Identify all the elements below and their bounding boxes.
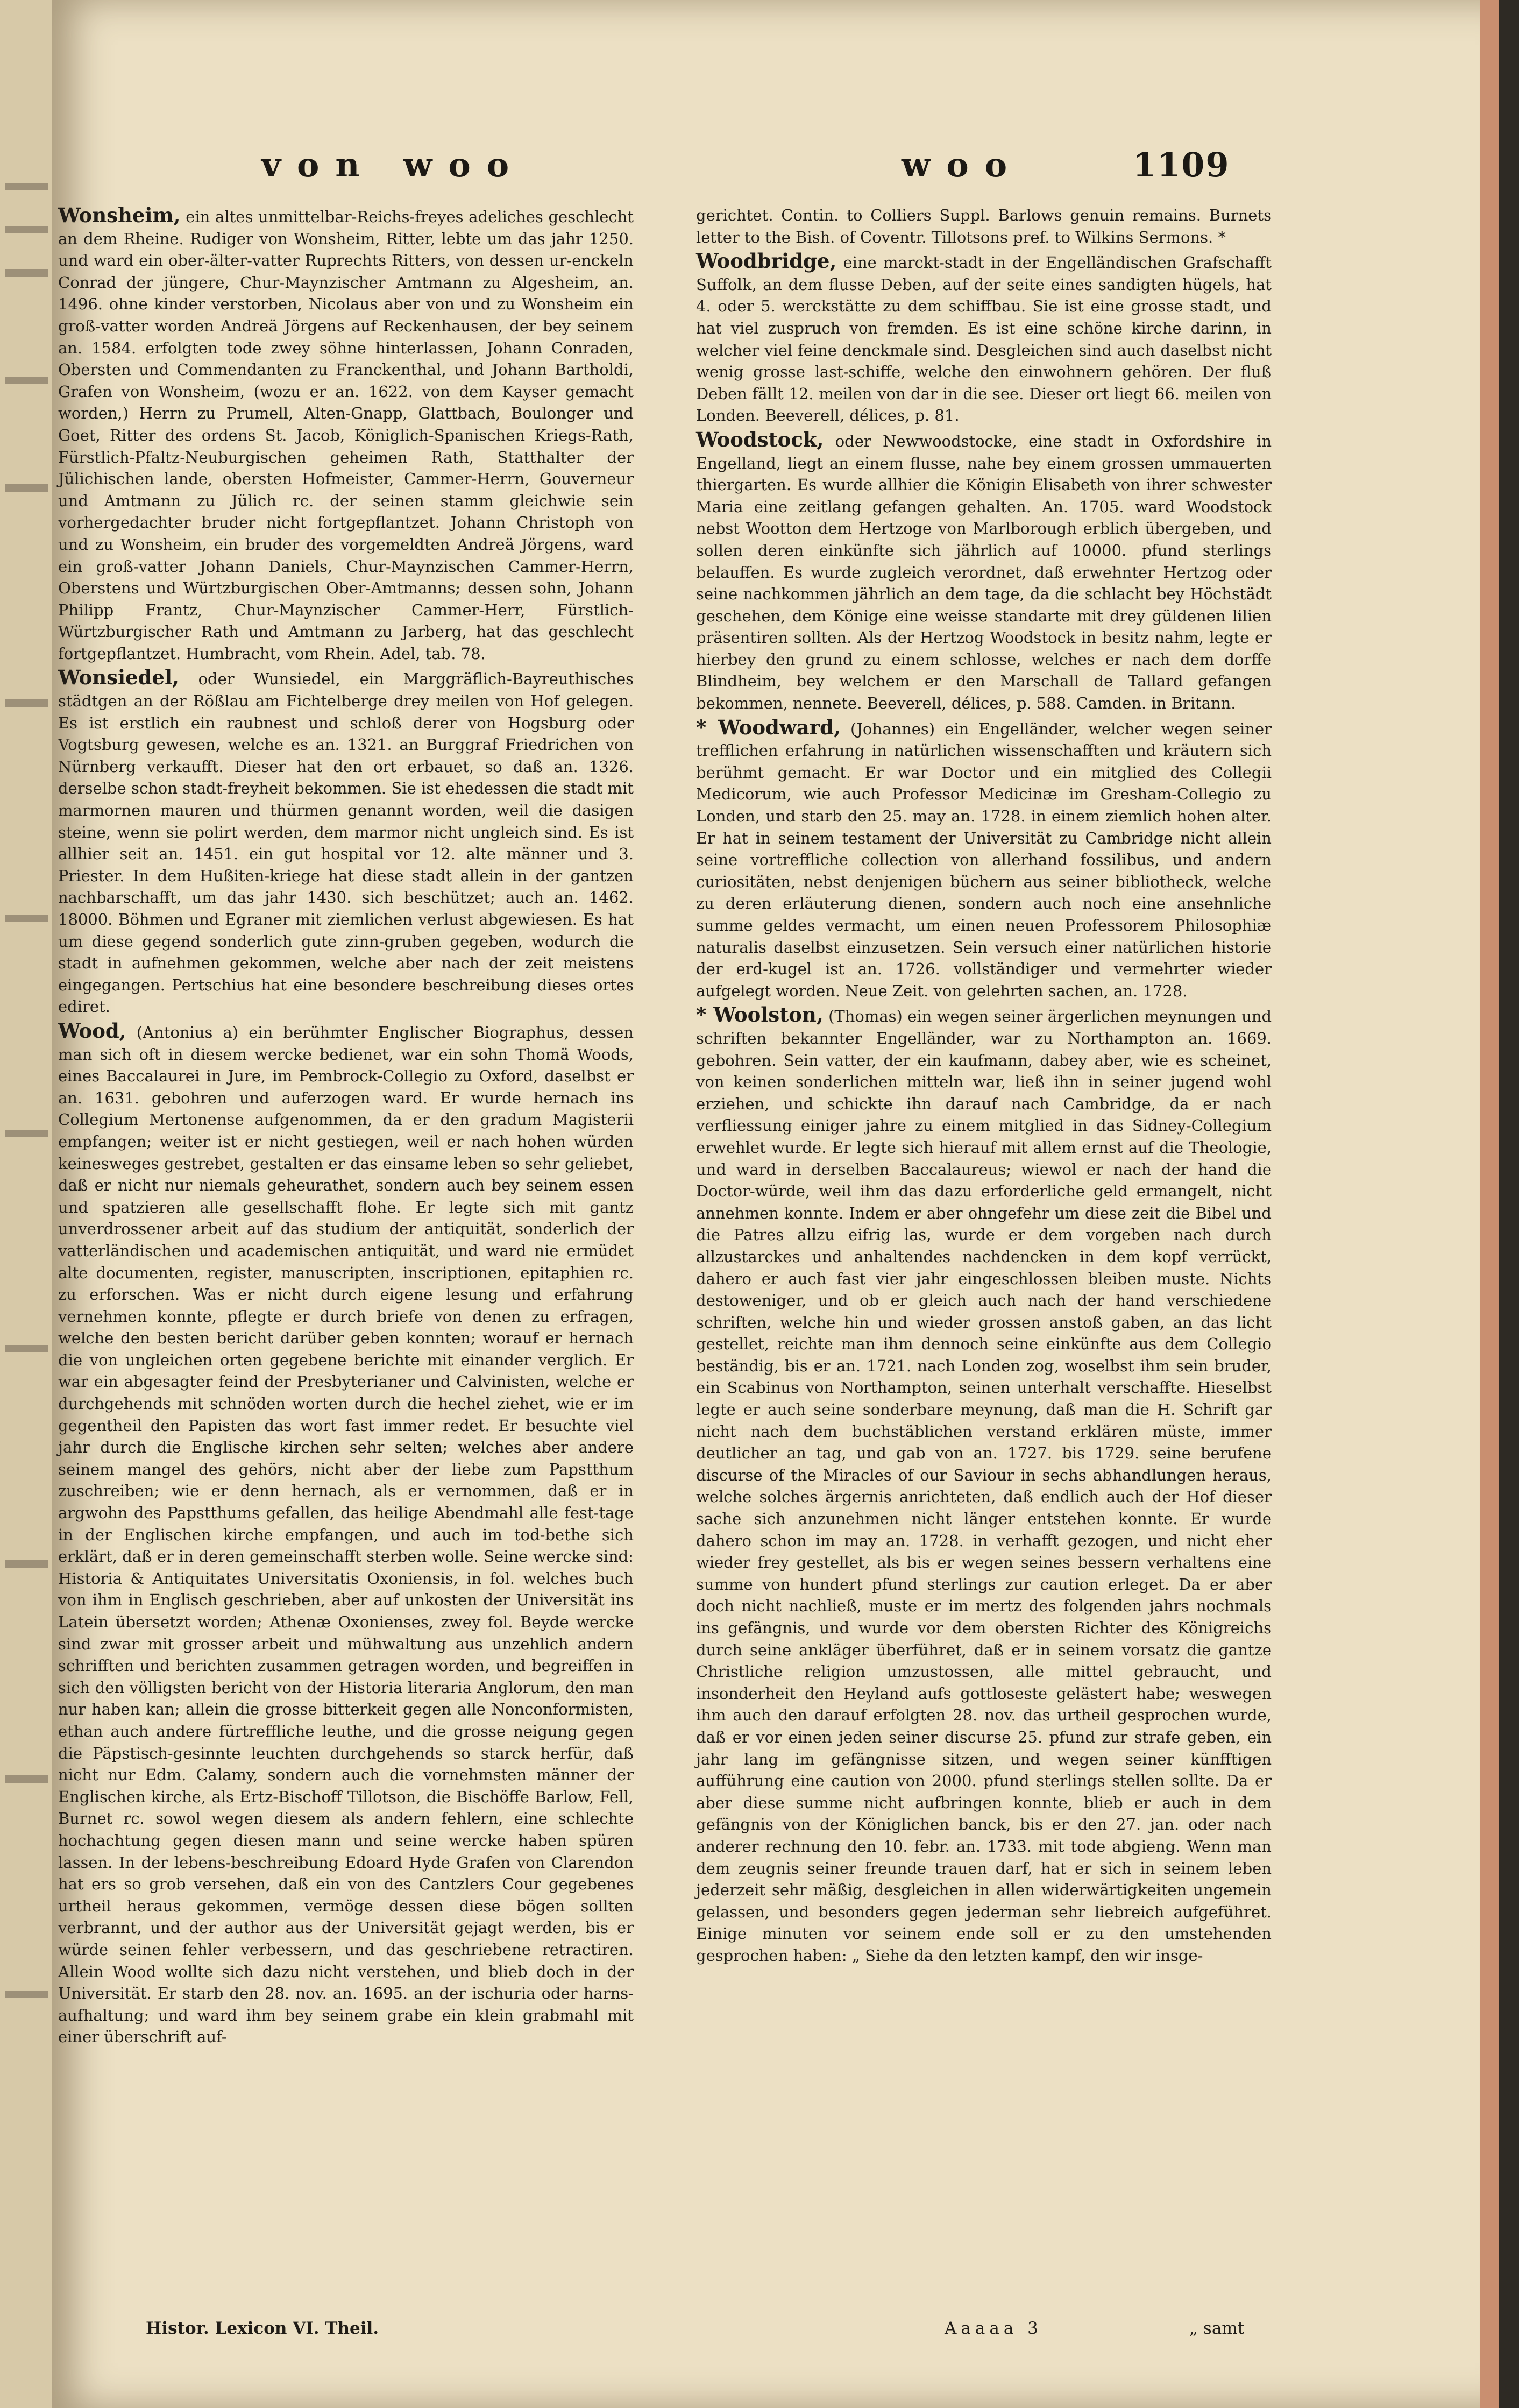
entry-lemma: Wonsheim, <box>58 203 181 227</box>
entry-woodward <box>696 717 1272 1002</box>
entry-text: (Thomas) ein wegen seiner ärgerlichen meynungen und schriften bekannter Engelländer, war zu Northampton an. 1669. gebohren. Sein vatter, der ein kaufmann, dabey aber, wie es scheinet, von keinen sonderlichen mitteln war, ließ ihn in seiner jugend wohl erziehen, und schickte ihn darauf nach Cambridge, da er nach verfliessung einiger jahre zu einem mitglied in das Sidney-Collegium erwehlet wurde. Er legte sich hierauf mit allem ernst auf die Theologie, und ward in derselben Baccalaureus; wiewol er nach der hand die Doctor-würde, weil ihm das dazu erforderliche geld ermangelt, nicht annehmen konnte. Indem er aber ohngefehr um diese zeit die Bibel und die Patres allzu eifrig las, wurde er dem vorgeben nach durch allzustarckes und anhaltendes nachdencken in dem kopf verrückt, dahero er auch fast vier jahr eingeschlossen bleiben muste. Nichts destoweniger, und ob er gleich auch nach der hand verschiedene schriften, welche hin und wieder grossen anstoß gaben, an das licht gestellet, reichte man ihm dennoch seine einkünfte aus dem Collegio beständig, bis er an. 1721. nach Londen zog, woselbst ihm sein bruder, ein Scabinus von Northampton, seinen unterhalt verschaffte. Hieselbst legte er auch seine sonderbare meynung, daß man die H. Schrift gar nicht nach dem buchstäblichen verstand erklären müste, immer deutlicher an tag, und gab von an. 1727. bis 1729. seine berufene discurse of the Miracles of our Saviour in sechs abhandlungen heraus, welche solches ärgernis anrichteten, daß endlich auch der Hof dieser sache sich anzunehmen nicht länger entstehen konnte. Er wurde dahero schon im may an. 1728. in verhafft gezogen, und nicht eher wieder frey gestellet, als bis er wegen seines bessern verhaltens eine summe von hundert pfund sterlings zur caution erleget. Da er aber doch nicht nachließ, muste er im mertz des folgenden jahrs nochmals ins gefängnis, und wurde vor dem obersten Richter des Königreichs durch seine ankläger überführet, daß er in seinem vorsatz die gantze Christliche religion umzustossen, alle mittel gebraucht, und insonderheit den Heyland aufs gottloseste gelästert habe; weswegen ihm auch den darauf erfolgten 28. nov. das urtheil gesprochen wurde, daß er vor einen jeden seiner discurse 25. pfund zur strafe geben, ein jahr lang im gefängnisse sitzen, und wegen seiner künfftigen aufführung eine caution von 2000. pfund sterlings stellen sollte. Da er aber diese summe nicht aufbringen konnte, blieb er auch in dem gefängnis von der Königlichen banck, bis er den 27. jan. oder nach anderer rechnung den 10. febr. an. 1733. mit tode abgieng. Wenn man dem zeugnis seiner freunde trauen darf, hat er sich in seinem leben jederzeit sehr mäßig, desgleichen in allen widerwärtigkeiten ungemein gelassen, und besonders gegen jederman sehr liebreich aufgeführet. Einige minuten vor seinem ende soll er zu den umstehenden gesprochen haben: „ Siehe da den letzten kampf, den wir insge- <box>696 1007 1272 1965</box>
header-center-catchword: woo <box>902 145 1024 185</box>
footer-work-title: Histor. Lexicon VI. Theil. <box>146 2319 379 2338</box>
footer-catchword: „ samt <box>1189 2319 1245 2338</box>
previous-page-edge <box>0 0 52 2408</box>
entry-text: oder Wunsiedel, ein Marggräflich-Bayreuthisches städtgen an der Rößlau am Fichtelberge drey meilen von Hof gelegen. Es ist erstlich ein raubnest und schloß derer von Hogsburg oder Vogtsburg gewesen, welche es an. 1321. an Burggraf Friedrichen von Nürnberg verkaufft. Dieser hat den ort erbauet, so daß an. 1326. derselbe schon stadt-freyheit bekommen. Sie ist ehedessen die stadt mit marmornen mauren und thürmen genannt worden, weil die dasigen steine, wenn sie polirt werden, dem marmor nicht ungleich sind. Es ist allhier seit an. 1451. ein gut hospital vor 12. alte männer und 3. Priester. In dem Hußiten-kriege hat diese stadt allein in der gantzen nachbarschafft, um das jahr 1430. sich beschützet; auch an. 1462. 18000. Böhmen und Egraner mit ziemlichen verlust abgewiesen. Es hat um diese gegend sonderlich gute zinn-gruben gegeben, wodurch die stadt in aufnehmen gekommen, welche aber nach der zeit meistens eingegangen. Pertschius hat eine besondere beschreibung dieses ortes ediret. <box>58 670 634 1016</box>
right-column <box>696 204 1272 1969</box>
entry-wood <box>58 1020 634 2048</box>
entry-text: eine marckt-stadt in der Engelländischen Grafschafft Suffolk, an dem flusse Deben, auf der seite eines sandigten hügels, hat 4. oder 5. werckstätte zu dem schiffbau. Sie ist eine grosse stadt, und hat viel zuspruch von fremden. Es ist eine schöne kirche darinn, in welcher viel feine denckmale sind. Desgleichen sind auch daselbst nicht wenig grosse last-schiffe, welche den einwohnern gehören. Der fluß Deben fällt 12. meilen von dar in die see. Dieser ort liegt 66. meilen von Londen. Beeverell, délices, p. 81. <box>696 253 1272 425</box>
entry-wonsiedel <box>58 667 634 1018</box>
header-left-catchwords: von woo <box>261 145 526 185</box>
entry-lemma: Wonsiedel, <box>58 665 179 690</box>
entry-lemma: * Woodward, <box>696 715 841 739</box>
footer-signature: Aaaaa 3 <box>945 2319 1042 2338</box>
entry-woodbridge <box>696 250 1272 427</box>
entry-lemma: Woodbridge, <box>696 249 837 273</box>
entry-woodstock <box>696 429 1272 714</box>
entry-wonsheim <box>58 204 634 664</box>
entry-text: gerichtet. Contin. to Colliers Suppl. Barlows genuin remains. Burnets letter to the Bish. of Coventr. Tillotsons pref. to Wilkins Sermons. * <box>696 206 1272 246</box>
entry-text: (Johannes) ein Engelländer, welcher wegen seiner trefflichen erfahrung in natürlichen wissenschafften und kräutern sich berühmt gemacht. Er war Doctor und ein mitglied des Collegii Medicorum, wie auch Professor Medicinæ im Gresham-Collegio zu Londen, und starb den 25. may an. 1728. in einem ziemlich hohen alter. Er hat in seinem testament der Universität zu Cambridge nicht allein seine vortreffliche collection von allerhand fossilibus, und andern curiositäten, nebst denjenigen büchern aus seiner bibliotheck, welche zu deren erläuterung dienen, sondern auch noch eine ansehnliche summe geldes vermacht, um einen neuen Professorem Philosophiæ naturalis daselbst einzusetzen. Sein versuch einer natürlichen historie der erd-kugel ist an. 1726. vollständiger und vermehrter wieder aufgelegt worden. Neue Zeit. von gelehrten sachen, an. 1728. <box>696 719 1272 1000</box>
entry-text: oder Newwoodstocke, eine stadt in Oxfordshire in Engelland, liegt an einem flusse, nahe bey einem grossen ummauerten thiergarten. Es wurde allhier die Königin Elisabeth von ihrer schwester Maria eine zeitlang gefangen gehalten. An. 1705. ward Woodstock nebst Wootton dem Hertzoge von Marlborough erblich übergeben, und sollen deren einkünfte sich jährlich auf 10000. pfund sterlings belauffen. Es wurde zugleich verordnet, daß erwehnter Hertzog oder seine nachkommen jährlich an dem tage, da die schlacht bey Höchstädt geschehen, dem Könige eine weisse standarte mit drey güldenen lilien präsentiren sollten. Als der Hertzog Woodstock in besitz nahm, legte er hierbey den grund zu einem schlosse, welches er nach dem dorffe Blindheim, bey welchem er den Marschall de Tallard gefangen bekommen, nennete. Beeverell, délices, p. 588. Camden. in Britann. <box>696 431 1272 713</box>
page-footer <box>52 2319 1450 2356</box>
entry-lemma: Wood, <box>58 1018 126 1043</box>
entry-woolston <box>696 1004 1272 1966</box>
left-column <box>58 204 634 2050</box>
page-number: 1109 <box>1133 145 1230 185</box>
running-header <box>52 145 1450 194</box>
entry-lemma: Woodstock, <box>696 427 824 451</box>
page-edge-right <box>1480 0 1499 2408</box>
entry-text: ein altes unmittelbar-Reichs-freyes adeliches geschlecht an dem Rheine. Rudiger von Wonsheim, Ritter, lebte um das jahr 1250. und ward ein ober-älter-vatter Ruprechts Ritters, von dessen ur-enckeln Conrad der jüngere, Chur-Maynzischer Amtmann zu Algesheim, an. 1496. ohne kinder verstorben, Nicolaus aber von und zu Wonsheim ein groß-vatter worden Andreä Jörgens auf Reckenhausen, der bey seinem an. 1584. erfolgten tode zwey söhne hinterlassen, Johann Conraden, Obersten und Commendanten zu Franckenthal, und Johann Bartholdi, Grafen von Wonsheim, (wozu er an. 1622. von dem Kayser gemacht worden,) Herrn zu Prumell, Alten-Gnapp, Glattbach, Boulonger und Goet, Ritter des ordens St. Jacob, Königlich-Spanischen Kriegs-Rath, Fürstlich-Pfaltz-Neuburgischen geheimen Rath, Statthalter der Jülichischen lande, obersten Hofmeister, Cammer-Herrn, Gouverneur und Amtmann zu Jülich rc. der seinen stamm gleichwie sein vorhergedachter bruder nicht fortgepflantzet. Johann Christoph von und zu Wonsheim, ein bruder des vorgemeldten Andreä Jörgens, ward ein groß-vatter Johann Daniels, Chur-Maynzischen Cammer-Herrn, Oberstens und Würtzburgischen Ober-Amtmanns; dessen sohn, Johann Philipp Frantz, Chur-Maynzischer Cammer-Herr, Fürstlich-Würtzburgischer Rath und Amtmann zu Jarberg, hat das geschlecht fortgepflantzet. Humbracht, vom Rhein. Adel, tab. 78. <box>58 208 634 663</box>
entry-lemma: * Woolston, <box>696 1003 824 1027</box>
entry-text: (Antonius a) ein berühmter Englischer Biographus, dessen man sich oft in diesem wercke bedienet, war ein sohn Thomä Woods, eines Baccalaurei in Jure, im Pembrock-Collegio zu Oxford, daselbst er an. 1631. gebohren und auferzogen ward. Er wurde hernach ins Collegium Mertonense aufgenommen, da er den gradum Magisterii empfangen; weiter ist er nicht gestiegen, weil er nach hohen würden keinesweges gestrebet, gestalten er das einsame leben so sehr geliebet, daß er nicht nur niemals geheurathet, sondern auch bey seinem essen und spatzieren alle gesellschafft flohe. Er legte sich mit gantz unverdrossener arbeit auf das studium der antiquität, sonderlich der vatterländischen und academischen antiquität, und ward nie ermüdet alte documenten, register, manuscripten, inscriptionen, epitaphien rc. zu erforschen. Was er nicht durch eigene lesung und erfahrung vernehmen konnte, pflegte er durch briefe von denen zu erfragen, welche den besten bericht darüber geben konnten; worauf er hernach die von ungleichen orten gegebene berichte mit einander verglich. Er war ein abgesagter feind der Presbyterianer und Calvinisten, welche er durchgehends mit schnöden worten durch die hechel ziehet, wie er im gegentheil den Papisten das wort fast immer redet. Er besuchte viel jahr durch die Englische kirchen sehr selten; welches aber andere seinem mangel des gehörs, nicht aber der liebe zum Papstthum zuschreiben; wie er denn hernach, als er vernommen, daß er in argwohn des Papstthums gefallen, das heilige Abendmahl alle fest-tage in der Englischen kirche empfangen, und auch im tod-bethe sich erklärt, daß er in deren gemeinschafft sterben wolle. Seine wercke sind: Historia & Antiquitates Universitatis Oxoniensis, in fol. welches buch von ihm in Englisch geschrieben, aber auf unkosten der Universität ins Latein übersetzt worden; Athenæ Oxonienses, zwey fol. Beyde wercke sind zwar mit grosser arbeit und mühwaltung aus unzehlich andern schrifften und berichten zusammen getragen worden, und begreiffen in sich den völligsten bericht von der Historia literaria Anglorum, den man nur haben kan; allein die grosse bitterkeit gegen alle Nonconformisten, ethan auch andere fürtreffliche leuthe, und die grosse neigung gegen die Päpstisch-gesinnte leuchten durchgehends so starck herfür, daß nicht nur Edm. Calamy, sondern auch die vornehmsten männer der Englischen kirche, als Ertz-Bischoff Tillotson, die Bischöffe Barlow, Fell, Burnet rc. sowol wegen diesem als andern fehlern, eine schlechte hochachtung gegen diesen mann und seine wercke haben spüren lassen. In der lebens-beschreibung Edoard Hyde Grafen von Clarendon hat ers so grob versehen, daß ein von des Cantzlers Cour gegebenes urtheil heraus gekommen, vermöge dessen diese bögen sollten verbrannt, und der author aus der Universität gejagt werden, bis er würde seinen fehler verbessern, und das geschriebene retractiren. Allein Wood wollte sich dazu nicht verstehen, und blieb doch in der Universität. Er starb den 28. nov. an. 1695. an der ischuria oder harns-aufhaltung; und ward ihm bey seinem grabe ein klein grabmahl mit einer überschrift auf- <box>58 1023 634 2046</box>
entry-wood-continued <box>696 204 1272 248</box>
